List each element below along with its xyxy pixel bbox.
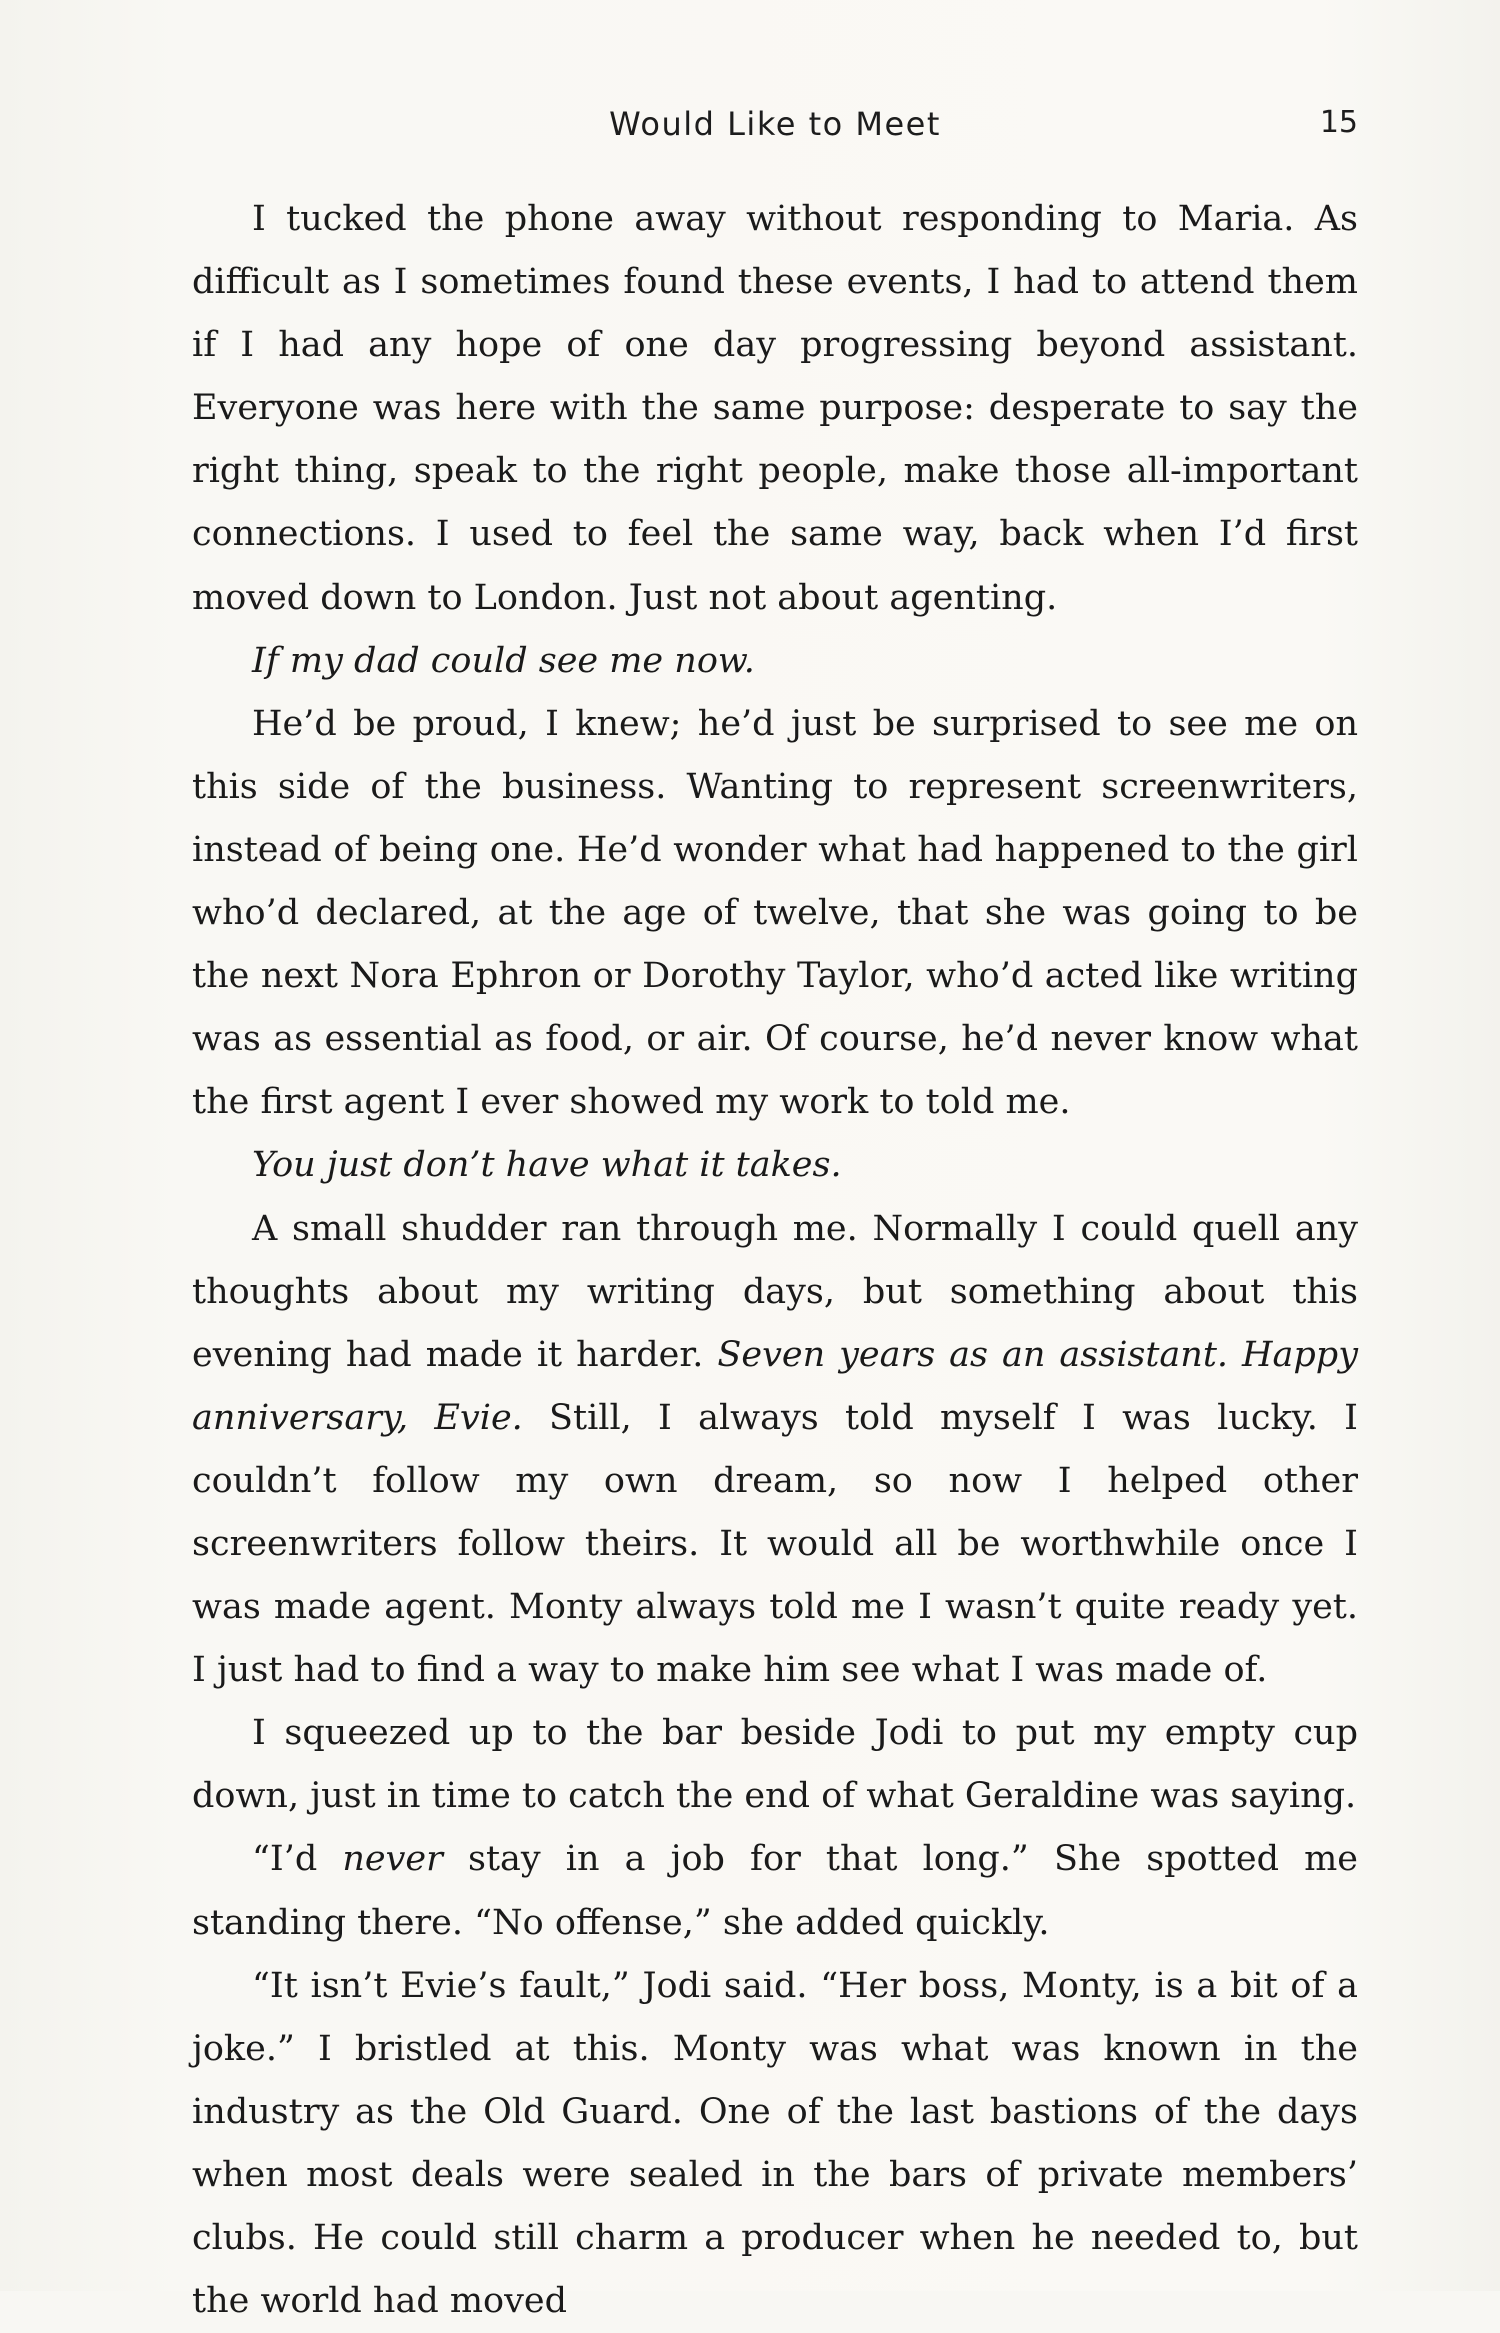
paragraph <box>192 1198 1358 1703</box>
text-run: “I’d <box>252 1839 343 1880</box>
paragraph <box>192 1955 1358 2333</box>
text-run: stay in a job for that long.” She spotted me standing there. “No offense,” she added quickly. <box>192 1839 1358 1943</box>
paragraph <box>192 693 1358 1135</box>
page-number: 15 <box>1319 105 1358 140</box>
text-run: A small shudder ran through me. Normally I could quell any thoughts about my writing days, but something about this evening had made it harder. <box>192 1208 1358 1375</box>
italic-run: If my dad could see me now. <box>252 640 755 681</box>
page-header <box>192 105 1358 155</box>
text-run: I squeezed up to the bar beside Jodi to put my empty cup down, just in time to catch the end of what Geraldine was saying. <box>192 1713 1358 1817</box>
running-title: Would Like to Meet <box>609 105 941 143</box>
italic-run: You just don’t have what it takes. <box>252 1145 842 1186</box>
text-run: “It isn’t Evie’s fault,” Jodi said. “Her boss, Monty, is a bit of a joke.” I bristled at this. Monty was what was known in the industry as the Old Guard. One of the last bastions of the days when most deals were sealed in the bars of private members’ clubs. He could still charm a producer when he needed to, but the world had moved <box>192 1965 1358 2322</box>
paragraph <box>192 188 1358 630</box>
body-text <box>192 188 1358 2333</box>
text-run: Still, I always told myself I was lucky. I couldn’t follow my own dream, so now I helped other screenwriters follow theirs. It would all be worthwhile once I was made agent. Monty always told me I wasn’t quite ready yet. I just had to find a way to make him see what I was made of. <box>192 1397 1358 1691</box>
text-run: I tucked the phone away without responding to Maria. As difficult as I sometimes found these events, I had to attend them if I had any hope of one day progressing beyond assistant. Everyone was here with the same purpose: desperate to say the right thing, speak to the right people, make those all-important connections. I used to feel the same way, back when I’d first moved down to London. Just not about agenting. <box>192 199 1358 618</box>
paragraph <box>192 1702 1358 1828</box>
paragraph <box>192 1134 1358 1197</box>
paragraph <box>192 630 1358 693</box>
italic-run: never <box>342 1839 443 1880</box>
text-run: He’d be proud, I knew; he’d just be surprised to see me on this side of the business. Wanting to represent screenwriters, instead of being one. He’d wonder what had happened to the girl who’d declared, at the age of twelve, that she was going to be the next Nora Ephron or Dorothy Taylor, who’d acted like writing was as essential as food, or air. Of course, he’d never know what the first agent I ever showed my work to told me. <box>192 703 1358 1123</box>
italic-run: Seven years as an assistant. Happy anniversary, Evie. <box>192 1334 1358 1438</box>
paragraph <box>192 1828 1358 1954</box>
